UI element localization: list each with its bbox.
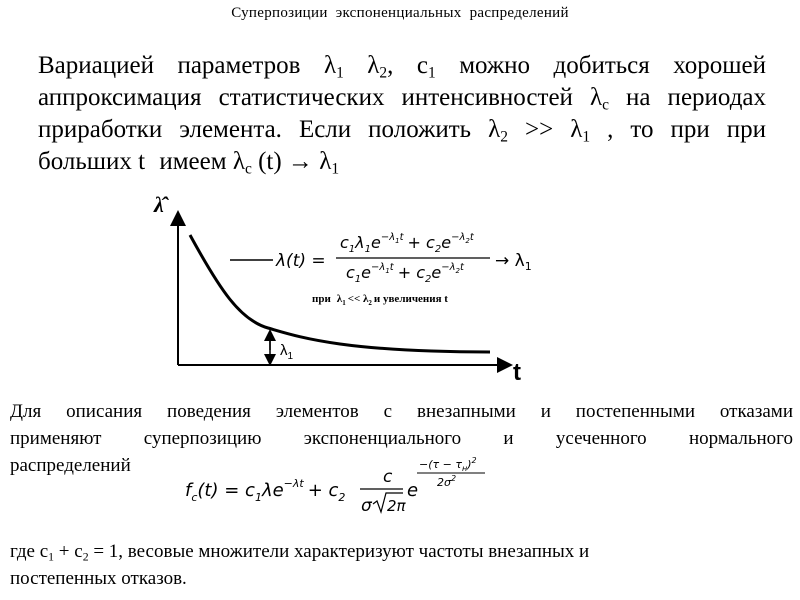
weights-paragraph <box>10 538 770 592</box>
svg-text:c1λ1e−λ1t+ c2e−λ2t: $c_1\lambda_1e^{-\lambda}1t + c_2e^{-\lambda}2t$ <box>340 232 474 255</box>
svg-text:λ(t) =: λ(t) = <box>276 251 326 271</box>
intro-line-4: больших t имеем $\lambda_c$ $(t) \to \lambda_1$ <box>38 148 340 178</box>
svg-text:σ: σ <box>361 496 372 516</box>
y-axis-label: λ̂ <box>154 192 164 217</box>
graph-note: при $\lambda_1 << \lambda_2$ и увеличения t <box>312 293 448 307</box>
svg-text:2π: 2π <box>387 497 406 515</box>
intro-paragraph <box>38 50 766 178</box>
c-1: $c_1$ <box>416 52 436 82</box>
lambda-2: $\lambda_2$, <box>367 52 394 82</box>
svg-text:2σ2: $2\sigma^2$ <box>437 474 457 489</box>
intensity-graph <box>150 190 550 390</box>
lambda-c: $\lambda_c$ <box>589 84 609 114</box>
graph-formula <box>275 232 532 285</box>
mixture-line-2: применяют суперпозицию экспоненциального и усеченного нормального <box>10 428 793 449</box>
lambda1-gap-label: $\lambda_1$ <box>280 342 294 362</box>
intro-line-2: аппроксимация статистических интенсивностей $\lambda_c$ на периодах <box>38 84 767 114</box>
mixture-density-formula <box>185 454 525 520</box>
svg-text:−(τ − τн)2: $-(\tau - \tau_н)^2$ <box>419 456 477 473</box>
svg-text:fc(t) = c1λe−λt+ c2: $f_c(t) = c_1\lambda e^{-\lambda t} + c_2$ <box>185 477 346 504</box>
svg-text:→ λ1: → $\lambda_1$ <box>495 251 532 273</box>
mixture-line-1: Для описания поведения элементов с внезапными и постепенными отказами <box>10 401 793 422</box>
svg-text:c: c <box>383 467 393 487</box>
intro-line-1: Вариацией параметров $\lambda_1$ $\lambda_2$, $c_1$ можно добиться хорошей <box>38 52 766 82</box>
x-axis-label: t <box>513 359 521 386</box>
lambda-1: $\lambda_1$ <box>323 52 344 82</box>
intro-line-3: приработки элемента. Если положить $\lambda_2 >> \lambda_1$ , то при при <box>38 116 766 146</box>
svg-text:c1e−λ1t+ c2e−λ2t: $c_1e^{-\lambda}1t + c_2e^{-\lambda}2t$ <box>346 262 464 285</box>
mixture-line-3: распределений <box>10 455 131 476</box>
slide-header: Суперпозиции экспоненциальных распределений <box>231 5 569 21</box>
weights-line-1: где $c_1 + c_2 = 1$, весовые множители характеризуют частоты внезапных и <box>10 541 590 564</box>
weights-line-2: постепенных отказов. <box>10 568 187 589</box>
svg-text:e: e <box>407 480 419 501</box>
